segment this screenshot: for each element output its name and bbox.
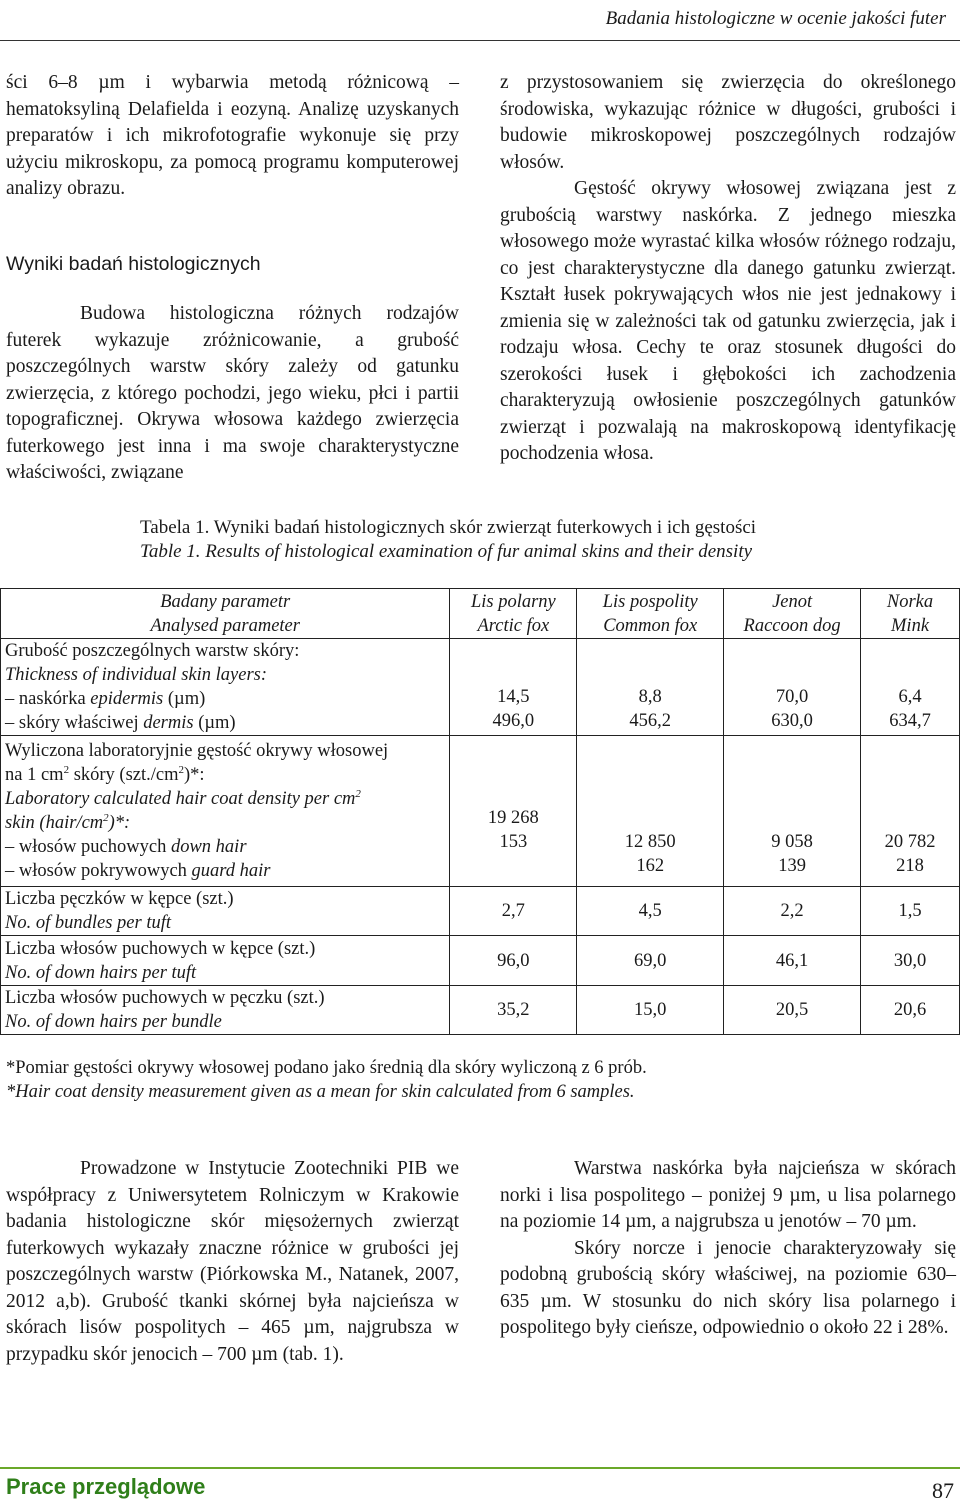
cell-density-arctic: 19 268 153	[450, 736, 577, 887]
left-column	[6, 70, 459, 487]
footer-rule	[0, 1467, 960, 1469]
intro-paragraph: ści 6–8 µm i wybarwia metodą różnicową – hematoksyliną Delafielda i eozyną. Analizę uzyskanych preparatów i ich mikrofotografie wykonuje się przy użyciu mikroskopu, za pomocą programu komputerowej analizy obrazu.	[6, 72, 459, 199]
section-heading: Wyniki badań histologicznych	[6, 252, 261, 275]
param-down-bundle: Liczba włosów puchowych w pęczku (szt.) No. of down hairs per bundle	[1, 985, 450, 1034]
table-row-down-tuft	[1, 936, 960, 985]
cell-down-bundle-mink: 20,6	[861, 985, 960, 1034]
table-row-density	[1, 736, 960, 887]
cell-density-mink: 20 782 218	[861, 736, 960, 887]
page-number: 87	[932, 1478, 954, 1503]
cell-thickness-common: 8,8 456,2	[577, 639, 724, 736]
cell-bundles-raccoon: 2,2	[724, 887, 861, 936]
cell-down-tuft-common: 69,0	[577, 936, 724, 985]
right-column	[500, 70, 956, 468]
table-header-row	[1, 589, 960, 639]
param-bundles: Liczba pęczków w kępce (szt.) No. of bundles per tuft	[1, 887, 450, 936]
param-thickness: Grubość poszczególnych warstw skóry: Thickness of individual skin layers: – naskórka epidermis (µm) – skóry właściwej dermis (µm)	[1, 639, 450, 736]
header-rule	[0, 40, 960, 41]
cell-down-bundle-raccoon: 20,5	[724, 985, 861, 1034]
density-paragraph: Gęstość okrywy włosowej związana jest z grubością warstwy naskórka. Z jednego mieszka włosowego może wyrastać kilka włosów różnego rodzaju, co jest charakterystyczne dla danego gatunku zwierząt. Kształt łusek pokrywających włos nie jest jednakowy i zmienia się w zależności tak od gatunku zwierzęcia, jak i rodzaju włosa. Cechy te oraz stosunek długości do szerokości łusek i głębokości ich zachodzenia charakteryzują owłosienie poszczególnych gatunków zwierząt i pozwalają na makroskopową identyfikację pochodzenia włosa.	[500, 178, 956, 464]
bottom-left-paragraph: Prowadzone w Instytucie Zootechniki PIB we współpracy z Uniwersytetem Rolniczym w Krakowie badania histologiczne skór mięsożernych zwierząt futerkowych wykazały znaczne różnice w grubości jej poszczególnych warstw (Piórkowska M., Natanek, 2007, 2012 a,b). Grubość tkanki skórnej była najcieńsza w skórach lisów pospolitych – 465 µm, najgrubsza w przypadku skór jenocich – 700 µm (tab. 1).	[6, 1158, 459, 1365]
table-note-pl: *Pomiar gęstości okrywy włosowej podano jako średnią dla skóry wyliczoną z 6 prób.	[6, 1058, 647, 1078]
cell-down-tuft-arctic: 96,0	[450, 936, 577, 985]
table-caption	[140, 516, 756, 564]
table-notes	[6, 1056, 946, 1104]
table-row-bundles	[1, 887, 960, 936]
cell-density-raccoon: 9 058 139	[724, 736, 861, 887]
header-mink: Norka Mink	[861, 589, 960, 639]
header-arctic-fox: Lis polarny Arctic fox	[450, 589, 577, 639]
cell-down-tuft-mink: 30,0	[861, 936, 960, 985]
continuation-paragraph: z przystosowaniem się zwierzęcia do określonego środowiska, wykazując różnice w długości, grubości i budowie mikroskopowej poszczególnych rodzajów włosów.	[500, 72, 956, 173]
bottom-right-paragraph-1: Warstwa naskórka była najcieńsza w skórach norki i lisa pospolitego – poniżej 9 µm, u lisa polarnego na poziomie 14 µm, a najgrubsza u jenotów – 70 µm.	[500, 1158, 956, 1232]
cell-thickness-raccoon: 70,0 630,0	[724, 639, 861, 736]
header-raccoon-dog: Jenot Raccoon dog	[724, 589, 861, 639]
table-caption-pl: Tabela 1. Wyniki badań histologicznych skór zwierząt futerkowych i ich gęstości	[140, 517, 757, 538]
cell-thickness-arctic: 14,5 496,0	[450, 639, 577, 736]
results-paragraph: Budowa histologiczna różnych rodzajów futerek wykazuje zróżnicowanie, a grubość poszczególnych warstw skóry zależy od gatunku zwierzęcia, z którego pochodzi, jego wieku, płci i partii topograficznej. Okrywa włosowa każdego zwierzęcia futerkowego jest inna i ma swoje charakterystyczne właściwości, związane	[6, 303, 459, 483]
cell-bundles-common: 4,5	[577, 887, 724, 936]
table-row-down-bundle	[1, 985, 960, 1034]
cell-density-common: 12 850 162	[577, 736, 724, 887]
bottom-left-column	[6, 1156, 459, 1368]
param-down-tuft: Liczba włosów puchowych w kępce (szt.) No. of down hairs per tuft	[1, 936, 450, 985]
running-title: Badania histologiczne w ocenie jakości futer	[605, 8, 946, 29]
header-common-fox: Lis pospolity Common fox	[577, 589, 724, 639]
results-table	[0, 588, 960, 1035]
cell-bundles-mink: 1,5	[861, 887, 960, 936]
cell-thickness-mink: 6,4 634,7	[861, 639, 960, 736]
cell-bundles-arctic: 2,7	[450, 887, 577, 936]
cell-down-tuft-raccoon: 46,1	[724, 936, 861, 985]
param-density: Wyliczona laboratoryjnie gęstość okrywy włosowej na 1 $cm^2$ skóry $(szt./cm^2)*$: Laboratory calculated hair coat density per $cm^2$ skin $(hair/cm^2)*$: – włosów puchowych down hair – włosów pokrywowych guard hair	[1, 736, 450, 887]
journal-section-label: Prace przeglądowe	[6, 1474, 206, 1499]
bottom-right-paragraph-2: Skóry norcze i jenocie charakteryzowały się podobną grubością skóry właściwej, na poziomie 630–635 µm. W stosunku do nich skóry lisa polarnego i pospolitego były cieńsze, odpowiednio o około 22 i 28%.	[500, 1237, 956, 1338]
table-row-thickness	[1, 639, 960, 736]
table-caption-en: Table 1. Results of histological examination of fur animal skins and their density	[140, 541, 753, 562]
table-note-en: *Hair coat density measurement given as a mean for skin calculated from 6 samples.	[6, 1082, 635, 1102]
header-parameter: Badany parametr Analysed parameter	[1, 589, 450, 639]
cell-down-bundle-arctic: 35,2	[450, 985, 577, 1034]
cell-down-bundle-common: 15,0	[577, 985, 724, 1034]
bottom-right-column	[500, 1156, 956, 1342]
